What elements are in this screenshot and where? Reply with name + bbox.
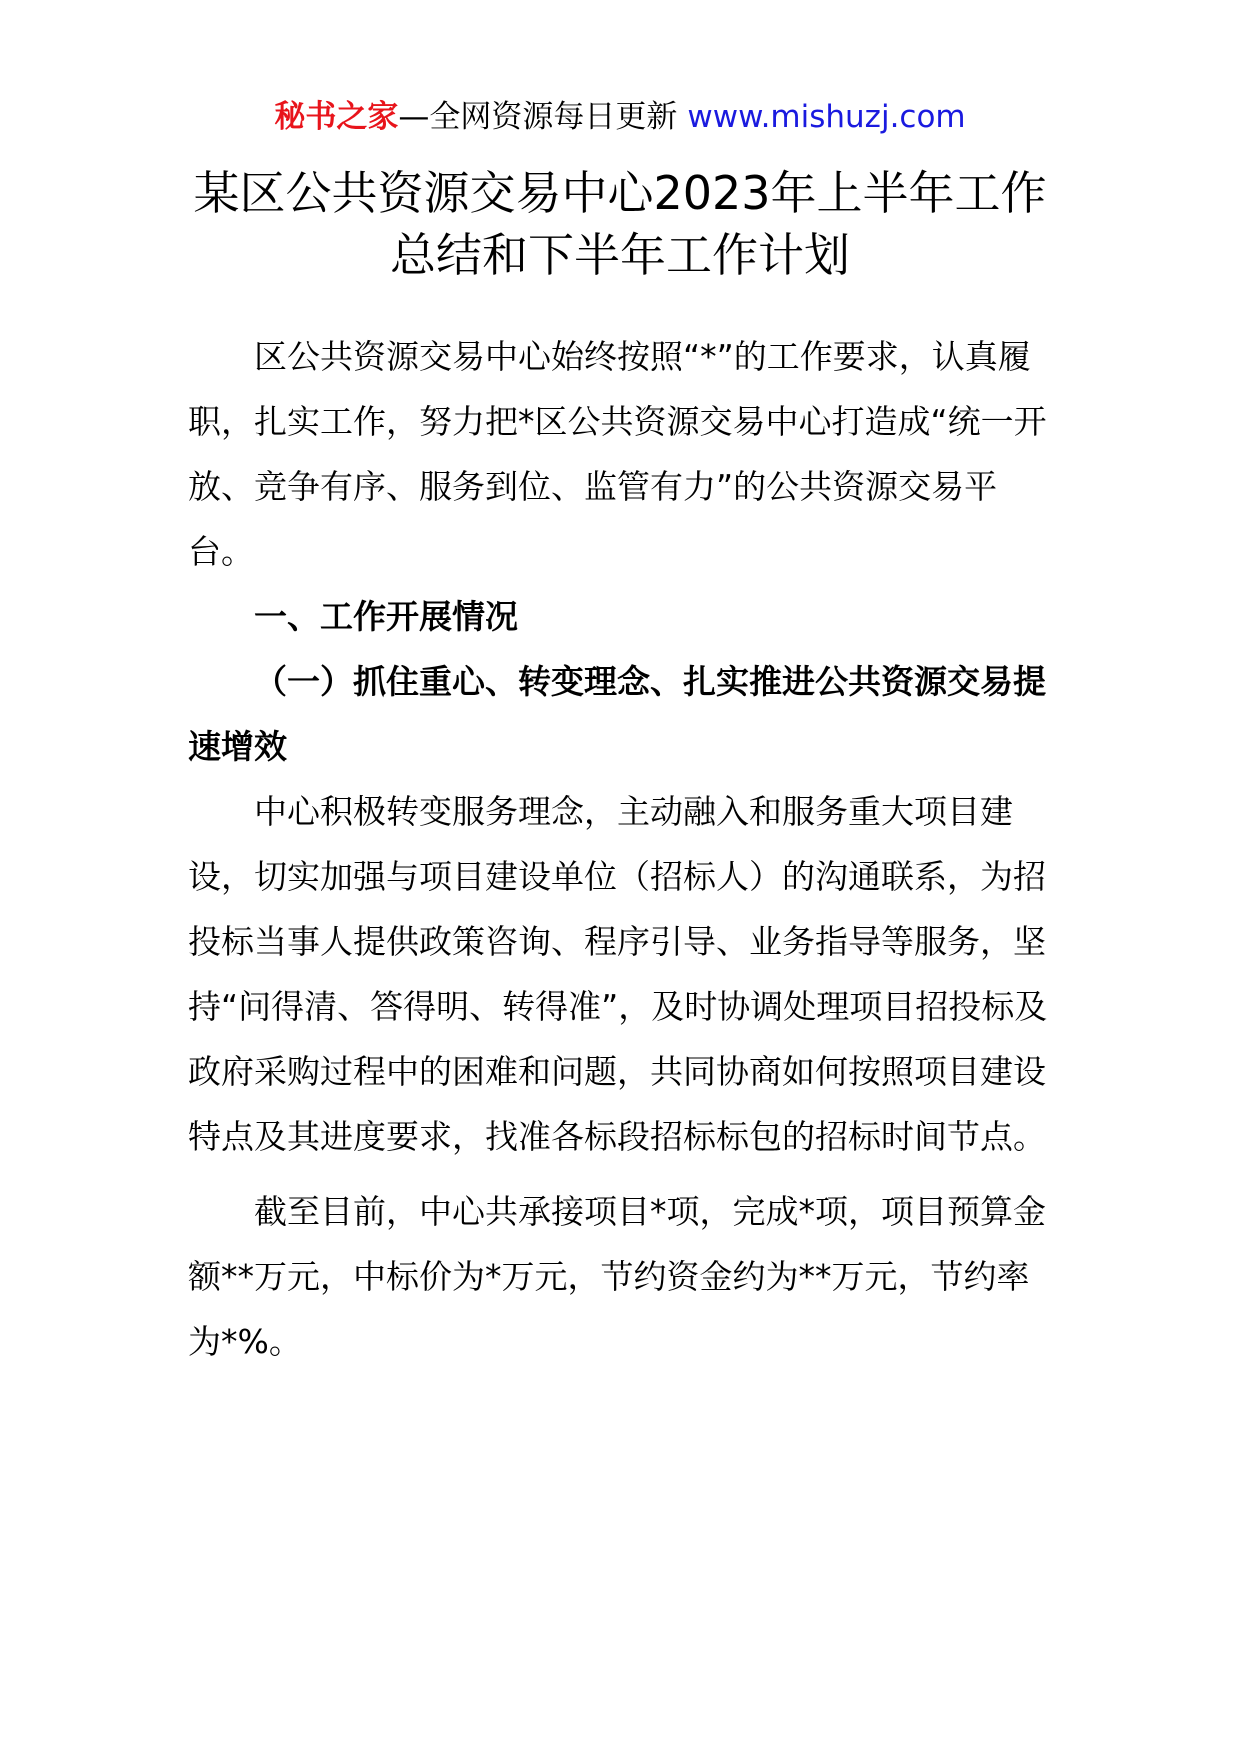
page-header [0, 96, 1240, 138]
intro-paragraph: 区公共资源交易中心始终按照“*”的工作要求，认真履职，扎实工作，努力把*区公共资源交易中心打造成“统一开放、竞争有序、服务到位、监管有力”的公共资源交易平台。 [188, 337, 1047, 571]
title-line-2: 总结和下半年工作计划 [390, 228, 850, 282]
document-title [0, 162, 1240, 286]
title-line-1: 某区公共资源交易中心2023年上半年工作 [193, 166, 1047, 220]
brand-name: 秘书之家 [274, 99, 399, 135]
body-paragraph-1: 中心积极转变服务理念，主动融入和服务重大项目建设，切实加强与项目建设单位（招标人）的沟通联系，为招投标当事人提供政策咨询、程序引导、业务指导等服务，坚持“问得清、答得明、转得准”，及时协调处理项目招投标及政府采购过程中的困难和问题，共同协商如何按照项目建设特点及其进度要求，找准各标段招标标包的招标时间节点。 [188, 792, 1048, 1156]
section-heading: 一、工作开展情况 [254, 597, 518, 636]
document-body [188, 324, 1058, 1374]
header-tagline: —全网资源每日更新 [398, 99, 678, 135]
body-paragraph-2: 截至目前，中心共承接项目*项，完成*项，项目预算金额**万元，中标价为*万元，节约资金约为**万元，节约率为*%。 [188, 1192, 1046, 1361]
site-url-link[interactable]: www.mishuzj.com [687, 99, 966, 135]
subsection-heading: （一）抓住重心、转变理念、扎实推进公共资源交易提速增效 [188, 662, 1046, 766]
